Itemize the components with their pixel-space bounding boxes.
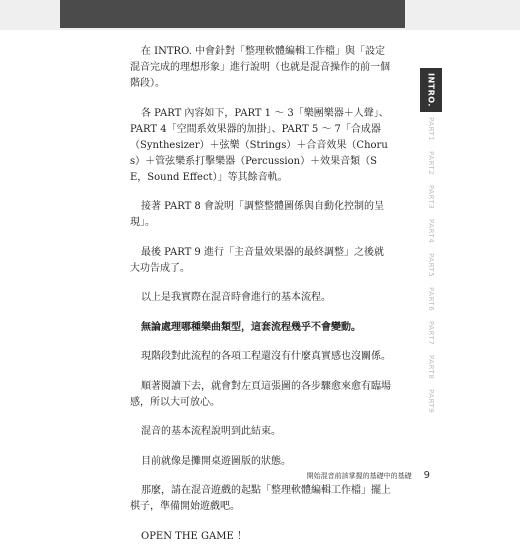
- paragraph: 最後 PART 9 進行「主音量效果器的最終調整」之後就大功告成了。: [130, 246, 384, 274]
- emphasis-paragraph: 無論處理哪種樂曲類型，這套流程幾乎不會變動。: [141, 321, 361, 333]
- chapter-tab-part4[interactable]: [420, 214, 442, 248]
- header-bar: [60, 0, 405, 28]
- paragraph: 那麼，請在混音遊戲的起點「整理軟體編輯工作檔」擺上棋子，準備開始遊戲吧。: [130, 485, 391, 512]
- chapter-tab-label: INTRO.: [426, 73, 436, 107]
- paragraph: 順著閱讀下去，就會對左頁這張圖的各步驟愈來愈有臨場感，所以大可放心。: [130, 380, 391, 408]
- chapter-tab-label: PART9: [427, 388, 435, 414]
- page-number: 9: [423, 470, 430, 481]
- running-footer-title: 開始混音前該掌握的基礎中的基礎: [306, 472, 412, 480]
- paragraph: 接著 PART 8 會說明「調整整體圖係與自動化控制的呈現」。: [130, 201, 384, 228]
- chapter-index-sidebar: [420, 68, 442, 418]
- chapter-tab-part3[interactable]: [420, 180, 442, 214]
- paragraph: 混音的基本流程說明到此結束。: [141, 426, 281, 437]
- closing-line: OPEN THE GAME ！: [141, 530, 247, 542]
- chapter-tab-label: PART7: [427, 320, 435, 346]
- chapter-tab-label: PART2: [427, 150, 435, 176]
- chapter-tab-label: PART3: [427, 184, 435, 210]
- chapter-tab-intro[interactable]: [420, 68, 442, 112]
- chapter-tab-label: PART1: [427, 116, 435, 142]
- paragraph: 目前就像是攤開桌遊圖版的狀態。: [141, 455, 291, 467]
- chapter-tab-part7[interactable]: [420, 316, 442, 350]
- paragraph: 在 INTRO. 中會針對「整理軟體編輯工作檔」與「設定混音完成的理想形象」進行說明（也就是混音操作的前一個階段）。: [130, 46, 390, 89]
- chapter-tab-part2[interactable]: [420, 146, 442, 180]
- chapter-tab-label: PART6: [427, 286, 435, 312]
- chapter-tab-part5[interactable]: [420, 248, 442, 282]
- chapter-tab-part6[interactable]: [420, 282, 442, 316]
- chapter-tab-part9[interactable]: [420, 384, 442, 418]
- paragraph: 現階段對此流程的各項工程還沒有什麼真實感也沒關係。: [141, 351, 391, 362]
- page-footer: [230, 470, 430, 481]
- paragraph: 各 PART 內容如下，PART 1 ～ 3「樂團樂器＋人聲」、PART 4「空間系效果器的加掛」、PART 5 ～ 7「合成器（Synthesizer）＋弦樂（Strings）＋合音效果（Chorus）＋管弦樂系打擊樂器（Percussion）＋效果音類（SE，Sound Effect）」等其餘音軌。: [130, 107, 389, 183]
- chapter-tab-part8[interactable]: [420, 350, 442, 384]
- chapter-tab-part1[interactable]: [420, 112, 442, 146]
- chapter-tab-label: PART5: [427, 252, 435, 278]
- chapter-tab-label: PART8: [427, 354, 435, 380]
- chapter-tab-label: PART4: [427, 218, 435, 244]
- paragraph: 以上是我實際在混音時會進行的基本流程。: [141, 292, 331, 303]
